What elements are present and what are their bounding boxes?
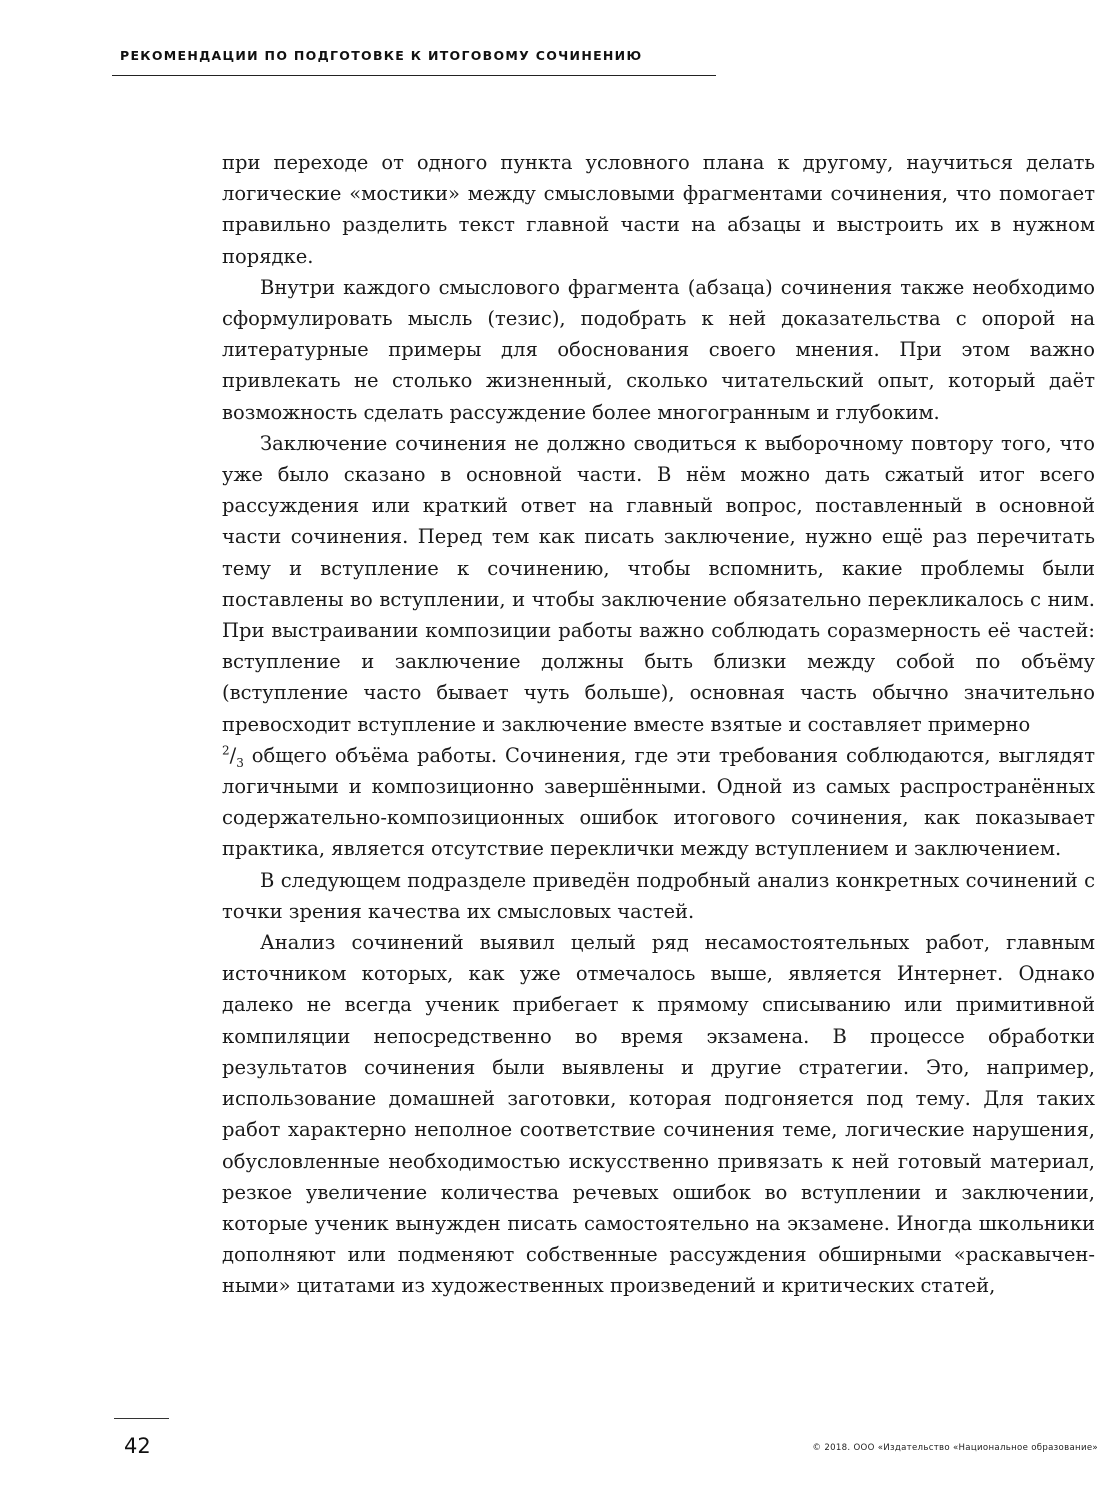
- paragraph-3-part-1: Заключение сочинения не должно сводиться к выборочному повтору того, что уже было сказано в основной части. В нём можно дать сжатый итог всего рассуждения или краткий ответ на главный вопрос, поставленный в основной части сочинения. Перед тем как писать заключение, нужно ещё раз перечитать тему и вступление к сочинению, чтобы вспомнить, какие проблемы были поставлены во вступлении, и чтобы заключение обязательно перекликалось с ним. При выстраивании композиции работы важно соблюдать соразмерность её частей: вступление и заключение должны быть близки между собой по объёму (вступление часто бывает чуть больше), основная часть обычно значительно превосходит вступление и заключение вместе взятые и составляет примерно: [222, 431, 1095, 736]
- paragraph-3-part-2: общего объёма работы. Сочинения, где эти требования соблюдаются, выглядят логичными и композиционно завершёнными. Одной из самых распространённых содержательно-композиционных ошибок итогового сочинения, как показывает практика, является отсутствие переклички между вступлением и заключением.: [222, 743, 1095, 861]
- paragraph-3: [222, 428, 1095, 865]
- copyright-notice: © 2018. ООО «Издательство «Национальное образование»: [812, 1443, 1098, 1453]
- paragraph-1: при переходе от одного пункта условного плана к другому, научиться делать логические «мостики» между смысловыми фрагментами сочинения, что помогает правильно разделить текст главной части на абзацы и выстроить их в нужном порядке.: [222, 151, 1095, 268]
- header-rule: [112, 75, 716, 76]
- running-header: РЕКОМЕНДАЦИИ ПО ПОДГОТОВКЕ К ИТОГОВОМУ СОЧИНЕНИЮ: [120, 48, 643, 63]
- page-body: [222, 147, 1095, 1302]
- page-number: 42: [124, 1434, 151, 1458]
- fraction-numerator: 2: [222, 743, 230, 758]
- paragraph-5: Анализ сочинений выявил целый ряд несамостоятельных работ, главным источником которых, как уже отмечалось выше, является Интернет. Однако далеко не всегда ученик прибегает к прямому списыванию или примитивной компиляции непосредственно во время экзамена. В процессе обработки результатов сочинения были выявлены и другие стратегии. Это, например, использование домашней заготовки, которая подгоняется под тему. Для таких работ характерно неполное соответствие сочинения теме, логические нарушения, обусловленные необходимостью искусственно привязать к ней готовый материал, резкое увеличение количества речевых ошибок во вступлении и заключении, которые ученик вынужден писать самостоятельно на экзамене. Иногда школьники дополняют или подменяют собственные рассуждения обширными «раскавыченными» цитатами из художественных произведений и критических статей,: [222, 931, 1095, 1298]
- paragraph-4: В следующем подразделе приведён подробный анализ конкретных сочинений с точки зрения качества их смысловых частей.: [222, 868, 1095, 923]
- fraction-two-thirds: $^2/_3$: [222, 743, 244, 770]
- paragraph-2: Внутри каждого смыслового фрагмента (абзаца) сочинения также необходимо сформулировать мысль (тезис), подобрать к ней доказательства с опорой на литературные примеры для обоснования своего мнения. При этом важно привлекать не столько жизненный, сколько читательский опыт, который даёт возможность сделать рассуждение более многогранным и глубоким.: [222, 275, 1095, 424]
- footer-rule: [114, 1418, 169, 1419]
- fraction-denominator: 3: [236, 755, 244, 770]
